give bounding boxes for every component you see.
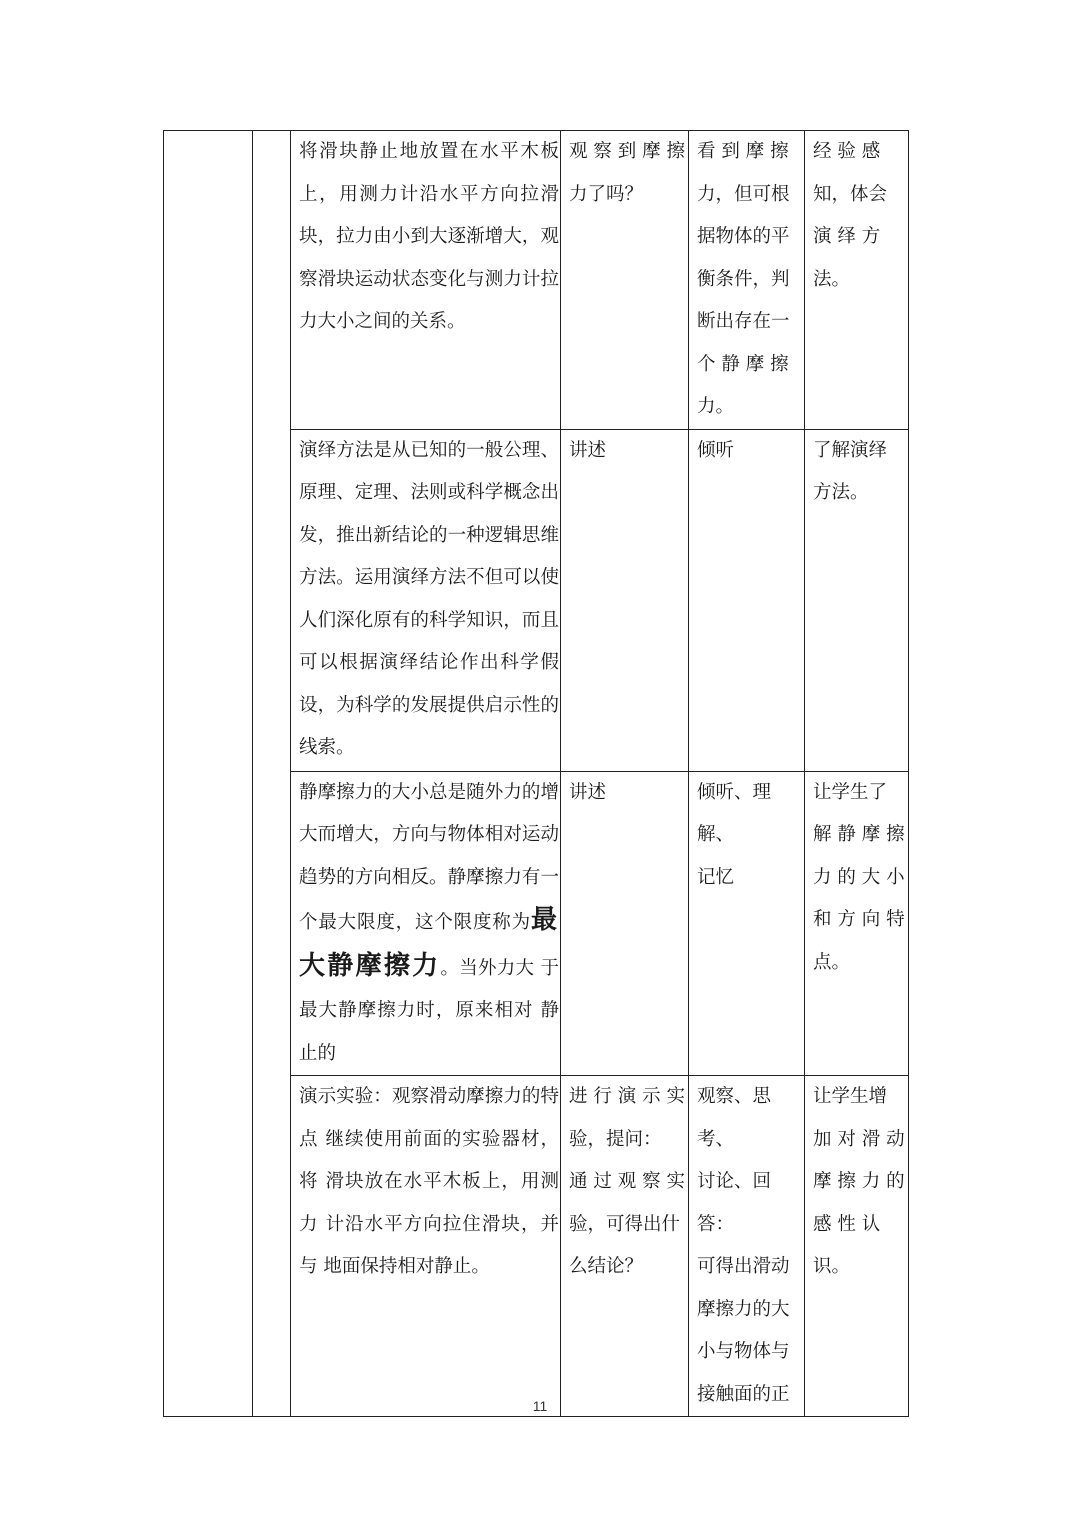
- content-text: 静摩擦力的大小总是随外力的增大而增大，方向与物体相对运动趋势的方向相反。静摩擦力有一个最大限度，这个限度称为: [299, 781, 559, 933]
- table-row: [164, 131, 909, 430]
- student-activity-cell: 倾听、理解、 记忆: [689, 771, 805, 1076]
- content-cell: 演绎方法是从已知的一般公理、原理、定理、法则或科学概念出发，推出新结论的一种逻辑思维方法。运用演绎方法不但可以使人们深化原有的科学知识，而且可以根据演绎结论作出科学假设，为科学的发展提供启示性的线索。: [291, 429, 561, 771]
- content-cell: [291, 771, 561, 1076]
- design-purpose-cell: 经 验 感 知，体会 演 绎 方 法。: [805, 131, 909, 430]
- design-purpose-cell: 让学生增 加 对 滑 动 摩 擦 力 的 感 性 认 识。: [805, 1076, 909, 1417]
- design-purpose-cell: 了解演绎 方法。: [805, 429, 909, 771]
- design-purpose-cell: 让学生了 解 静 摩 擦 力 的 大 小 和 方 向 特 点。: [805, 771, 909, 1076]
- emphasis-term: 最大静摩擦力: [299, 905, 559, 981]
- student-activity-cell: 观察、思考、 讨论、回答： 可得出滑动 摩擦力的大 小与物体与 接触面的正: [689, 1076, 805, 1417]
- student-activity-cell: 看 到 摩 擦 力，但可根 据物体的平 衡条件，判 断出存在一 个 静 摩 擦 力。: [689, 131, 805, 430]
- student-activity-cell: 倾听: [689, 429, 805, 771]
- page-number: 11: [532, 1398, 548, 1414]
- content-cell: 演示实验：观察滑动摩擦力的特点 继续使用前面的实验器材，将 滑块放在水平木板上，用测力 计沿水平方向拉住滑块，并与 地面保持相对静止。: [291, 1076, 561, 1417]
- lesson-plan-table: [163, 130, 909, 1417]
- stage-cell: [164, 131, 253, 1417]
- teacher-activity-cell: 讲述: [561, 771, 689, 1076]
- content-text: 。当外力大 于最大静摩擦力时，原来相对 静止的: [299, 957, 559, 1064]
- time-cell: [253, 131, 291, 1417]
- teacher-activity-cell: 观 察 到 摩 擦 力了吗？: [561, 131, 689, 430]
- teacher-activity-cell: 进 行 演 示 实 验，提问： 通 过 观 察 实 验，可得出什 么结论？: [561, 1076, 689, 1417]
- content-cell: 将滑块静止地放置在水平木板上，用测力计沿水平方向拉滑块，拉力由小到大逐渐增大，观察滑块运动状态变化与测力计拉力大小之间的关系。: [291, 131, 561, 430]
- teacher-activity-cell: 讲述: [561, 429, 689, 771]
